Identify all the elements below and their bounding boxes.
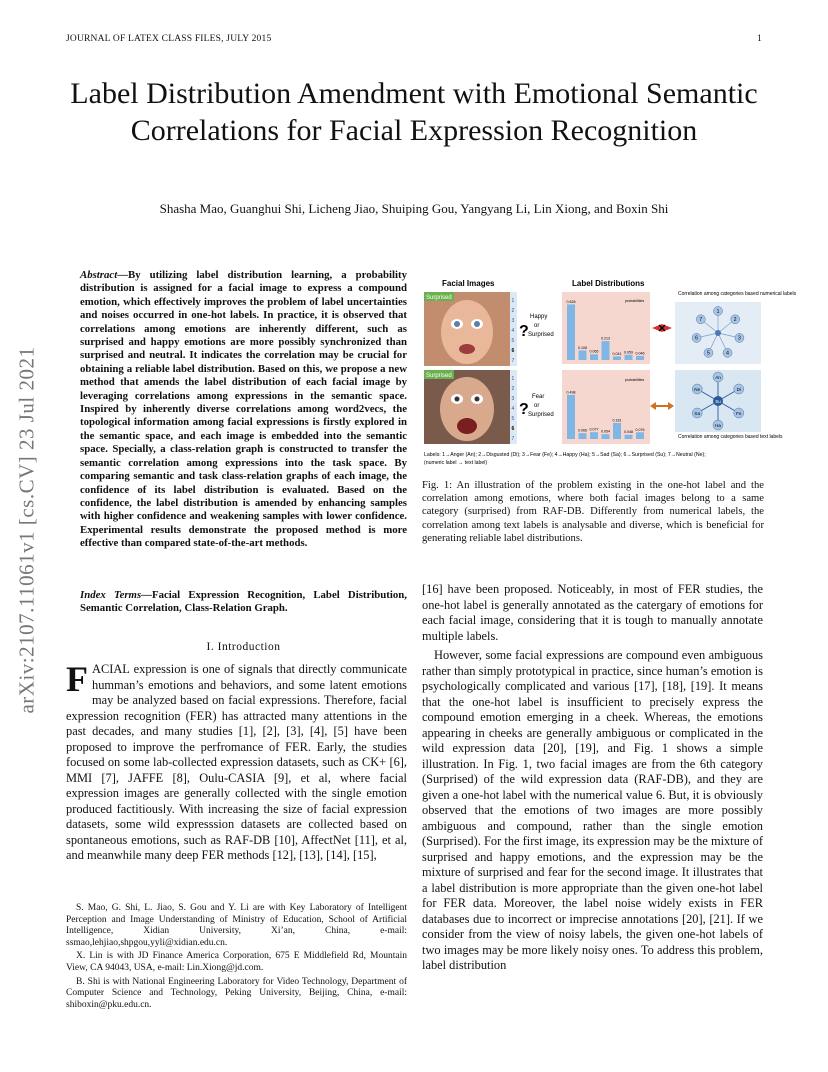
- numeric-strip-2: [510, 370, 517, 444]
- abstract-text: —By utilizing label distribution learning, a probability distribution is assigned for a facial image to express a compound emotion, which effectively improves the problem of label uncertainties and noises occurred in one-hot labels. In practice, it is observed that correlations among emotions are inherently different, such as surprised and happy emotions are more possibly synchronized than surprised and neutral. It indicates the correlation may be crucial for obtaining a reliable label distribution. Based on this, we propose a new method that amends the label distribution of each facial image by leveraging correlations among expressions in the semantic space. Inspired by inherently diverse correlations among word2vecs, the topological information among facial expressions is firstly explored in the semantic space, and each image is embedded into the semantic space. Specially, a class-relation graph is constructed to transfer the semantic correlation among expressions into the task space. By comparing semantic and task class-relation graphs of each image, the confidence of its label distribution is evaluated. Based on the confidence, the label distribution is amended by enhancing samples with higher confidence and weakening samples with lower confidence. Experimental results demonstrate the proposed method is more effective than compared state-of-the-art methods.: [80, 269, 407, 550]
- svg-text:2: 2: [511, 386, 515, 392]
- svg-text:5: 5: [511, 338, 515, 344]
- graph-node-label: Ha: [715, 422, 721, 428]
- index-terms: [80, 589, 407, 616]
- bar: [590, 432, 598, 439]
- abstract-label: Abstract: [80, 269, 118, 281]
- cross-arrow-icon: [652, 324, 672, 332]
- svg-text:1: 1: [511, 376, 515, 382]
- graph-node-label: 5: [707, 350, 710, 357]
- index-terms-text: —Facial Expression Recognition, Label Distribution, Semantic Correlation, Class-Relation Graph.: [80, 589, 407, 615]
- graph-node-label: Ne: [694, 386, 701, 392]
- bar-value-label: 0.059: [624, 350, 633, 355]
- footnote: X. Lin is with JD Finance America Corporation, 675 E Middlefield Rd, Mountain View, CA 94043, USA, e-mail: Lin.Xiong@jd.com.: [66, 951, 407, 973]
- option-or: or: [534, 403, 540, 409]
- svg-text:4: 4: [511, 328, 515, 334]
- svg-text:2: 2: [511, 308, 515, 314]
- arxiv-stamp: arXiv:2107.11061v1 [cs.CV] 23 Jul 2021: [14, 346, 39, 714]
- bar-value-label: 0.054: [601, 429, 610, 434]
- bar: [567, 304, 575, 360]
- surprised-tag: Surprised: [426, 373, 452, 379]
- abstract: [80, 269, 407, 551]
- graph-center-node: [715, 330, 721, 336]
- right-column: [422, 582, 763, 974]
- bar-value-label: 0.076: [635, 427, 645, 432]
- footnote: S. Mao, G. Shi, L. Jiao, S. Gou and Y. Li are with Key Laboratory of Intelligent Perception and Image Understanding of Ministry of Education, School of Artificial Intelligence, Xidian University, Xi’an, China, e-mail: ssmao,lehjiao,shpgou,yyli@xidian.edu.cn.: [66, 903, 407, 948]
- bar-value-label: 0.181: [612, 418, 622, 423]
- drop-cap: F: [66, 659, 88, 699]
- graph-node-label: Sa: [694, 410, 701, 416]
- svg-text:3: 3: [511, 396, 515, 402]
- footnotes: [66, 903, 407, 1013]
- graph-node-label: Fe: [736, 410, 742, 416]
- option-or: or: [534, 323, 540, 329]
- footnote: B. Shi is with National Engineering Laboratory for Video Technology, Department of Computer Science and Technology, Peking University, Beijing, China, e-mail: shiboxin@pku.edu.cn.: [66, 976, 407, 1010]
- bar-value-label: 0.046: [635, 351, 645, 356]
- facial-images-title: Facial Images: [442, 279, 495, 288]
- svg-text:1: 1: [511, 298, 515, 304]
- running-header: JOURNAL OF LATEX CLASS FILES, JULY 2015: [66, 34, 272, 44]
- graph-node-label: Di: [736, 386, 741, 392]
- graph-node-label: 3: [738, 335, 741, 342]
- option-happy: Happy: [530, 314, 548, 320]
- option-fear: Fear: [532, 394, 545, 400]
- bar-value-label: 0.077: [589, 427, 599, 432]
- numeric-strip-1: [510, 292, 517, 366]
- section-heading: I. Introduction: [206, 641, 281, 653]
- bar: [613, 356, 621, 360]
- intro-text: expression is one of signals that directly communicate humman’s emotions and behaviors, and some latent emotions may be analyzed based on facial expressions. Therefore, facial expression recognition (FER) has attracted many attentions in the past decades, and many studies [1], [2], [3], [4], [5] have been proposed to improve the perfromance of FER. Early, the studies focused on some lab-collected expression datasets, such as CK+ [6], MMI [7], JAFFE [8], Oulu-CASIA [9], et al, where facial expression images are generally collected with the single emotion produced factitiously. With increasing the size of facial expression datasets, some wild expresssion datasets are collected based on spontaneous emotions, such as RAF-DB [10], AffectNet [11], et al, and meanwhile many deep FER methods [12], [13], [14], [15],: [66, 662, 407, 862]
- graph-node-label: 1: [716, 308, 720, 315]
- bar: [567, 395, 575, 439]
- svg-text:6: 6: [511, 348, 515, 354]
- legend-label: probabilities: [625, 378, 645, 382]
- bar-value-label: 0.108: [578, 345, 587, 350]
- svg-text:7: 7: [511, 436, 515, 442]
- legend-label: probabilities: [625, 299, 645, 303]
- option-surprised: Surprised: [528, 332, 554, 338]
- corr-text-title: Correlation among categories based text labels: [678, 434, 783, 440]
- question-mark-icon: ?: [519, 323, 529, 340]
- bar: [590, 354, 598, 360]
- svg-text:6: 6: [511, 426, 515, 432]
- graph-node-label: 6: [695, 335, 698, 342]
- bar-value-label: 0.065: [589, 349, 599, 354]
- bar: [636, 432, 644, 439]
- bar: [625, 435, 633, 439]
- bar: [579, 350, 587, 360]
- paragraph: However, some facial expressions are compound even ambiguous rather than simply prototypical in practice, since human’s emotion is psychologically complicated and various [17], [18], [19]. It means that the one-hot label is insufficient to precisely express the compound emotion emerging in a cheek. Whereas, the emotions appearing in cheeks are generally ambiguous or complicated in the wild expression data [20], [19], and Fig. 1 shows a simple illustration. In Fig. 1, two facial images are from the 6th category (Surprised) of the wild expression data (RAF-DB), and they are given a one-hot label with the numerical value 6. But, it is obviously observed that the emotions of two images are more possibly ambiguous and compound, rather than the single emotion (Surprised). For the first image, its expression may be the mixture of surprised and happy emotions, and the expression may be the mixture of surprised and fear for the second image. It illustrates that a label distribution is more appropriate than the given one-hot label for FER data. Moreover, the label noise widely exists in FER databases due to incorrect or imprecise annotations [20], [21]. If we consider from the view of noisy labels, the given one-hot labels of two images may be more likely noisy ones. To address this problem, label distribution: [422, 648, 763, 972]
- svg-text:4: 4: [511, 406, 515, 412]
- bar-value-label: 0.213: [601, 336, 610, 341]
- graph-center-label: Su: [715, 398, 721, 404]
- figure-illustration: [422, 274, 797, 474]
- svg-text:3: 3: [511, 318, 515, 324]
- graph-node-label: 4: [726, 350, 729, 357]
- labels-legend-2: (numeric label → text label): [424, 460, 488, 466]
- bar: [636, 356, 644, 360]
- index-terms-label: Index Terms: [80, 589, 142, 601]
- option-surprised: Surprised: [528, 412, 554, 418]
- corr-num-title: Correlation among categories based numerical labels: [678, 291, 797, 297]
- figure-1: [422, 274, 797, 474]
- bar: [579, 433, 587, 439]
- graph-node-label: An: [715, 374, 721, 380]
- intro-paragraph: [66, 659, 407, 864]
- bar-value-label: 0.041: [612, 351, 622, 356]
- bar-value-label: 0.048: [624, 430, 633, 435]
- intro-lead: ACIAL: [92, 662, 130, 676]
- surprised-tag: Surprised: [426, 295, 452, 301]
- bar: [625, 355, 633, 360]
- bar-value-label: 0.498: [566, 390, 576, 395]
- bar-value-label: 0.628: [566, 299, 576, 304]
- graph-node-label: 7: [699, 317, 703, 324]
- author-list: Shasha Mao, Guanghui Shi, Licheng Jiao, Shuiping Gou, Yangyang Li, Lin Xiong, and Boxin Shi: [159, 201, 669, 216]
- label-dist-title: Label Distributions: [572, 279, 645, 288]
- face-image-2: [424, 370, 510, 444]
- bar: [602, 341, 610, 360]
- question-mark-icon: ?: [519, 401, 529, 418]
- svg-text:5: 5: [511, 416, 515, 422]
- paragraph: [16] have been proposed. Noticeably, in most of FER studies, the one-hot label is generally annotated as the catergary of emotions for each facial image, considering that it is tough to manually annotate multiple labels.: [422, 582, 763, 643]
- paper-title: Label Distribution Amendment with Emotional Semantic Correlations for Facial Expression Recognition: [70, 77, 758, 147]
- svg-text:7: 7: [511, 358, 515, 364]
- bar-value-label: 0.066: [578, 428, 587, 433]
- double-arrow-icon: [650, 402, 674, 410]
- graph-node-label: 2: [733, 317, 737, 324]
- labels-legend: Labels: 1→Anger (An); 2→Disgusted (Di); 3→Fear (Fe); 4→Happy (Ha); 5→Sad (Sa); 6→Surprised (Su); 7→Neutral (Ne);: [424, 452, 706, 458]
- bar: [613, 423, 621, 439]
- figure-caption: Fig. 1: An illustration of the problem existing in the one-hot label and the correlation among emotions, where both facial images belong to a same category (surprised) from RAF-DB. Differently from numerical labels, the correlation among text labels is analysable and diverse, which is beneficial for generating reliable label distributions.: [422, 480, 764, 544]
- face-image-1: [424, 292, 510, 366]
- page-number: 1: [757, 34, 762, 44]
- bar: [602, 434, 610, 439]
